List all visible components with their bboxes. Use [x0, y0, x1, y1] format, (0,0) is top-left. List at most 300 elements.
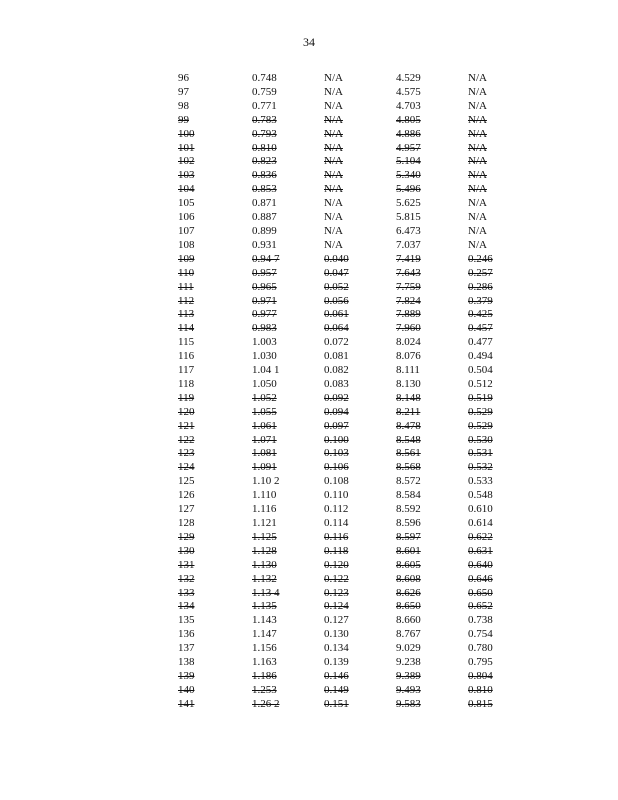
cell-text: 7.824: [396, 294, 421, 307]
cell-text: 8.568: [396, 461, 421, 474]
table-cell: [178, 183, 252, 197]
cell-text: 0.823: [252, 155, 277, 168]
table-cell: [468, 169, 508, 183]
cell-text: N/A: [324, 127, 343, 140]
table-cell: [396, 559, 468, 573]
cell-text: 102: [178, 155, 195, 168]
cell-text: 1.10 2: [252, 475, 280, 488]
table-cell: [468, 322, 508, 336]
table-row: [178, 517, 508, 531]
table-row: [178, 392, 508, 406]
table-cell: [396, 142, 468, 156]
table-cell: [396, 72, 468, 86]
table-cell: [252, 128, 324, 142]
cell-text: N/A: [324, 99, 343, 112]
table-cell: [468, 600, 508, 614]
table-row: [178, 322, 508, 336]
cell-text: 0.94 7: [252, 252, 280, 265]
cell-text: 0.092: [324, 391, 349, 404]
table-row: [178, 628, 508, 642]
cell-text: 0.064: [324, 322, 349, 335]
table-cell: [252, 489, 324, 503]
table-cell: [324, 378, 396, 392]
table-cell: [396, 475, 468, 489]
cell-text: 1.143: [252, 614, 277, 627]
table-row: [178, 253, 508, 267]
cell-text: N/A: [324, 72, 343, 84]
cell-text: 8.626: [396, 586, 421, 599]
table-cell: [178, 211, 252, 225]
cell-text: 1.186: [252, 669, 277, 682]
table-cell: [252, 531, 324, 545]
cell-text: 4.529: [396, 72, 421, 84]
cell-text: 0.082: [324, 364, 349, 377]
table-cell: [396, 587, 468, 601]
table-row: [178, 447, 508, 461]
table-cell: [178, 559, 252, 573]
table-cell: [178, 155, 252, 169]
table-row: [178, 225, 508, 239]
table-cell: [396, 545, 468, 559]
table-cell: [178, 322, 252, 336]
cell-text: 114: [178, 322, 195, 335]
table-cell: [178, 239, 252, 253]
table-cell: [252, 350, 324, 364]
cell-text: 0.061: [324, 308, 349, 321]
cell-text: 129: [178, 530, 195, 543]
table-cell: [178, 128, 252, 142]
cell-text: 0.504: [468, 364, 493, 377]
table-cell: [396, 406, 468, 420]
cell-text: 8.584: [396, 489, 421, 502]
cell-text: 0.650: [468, 586, 493, 599]
cell-text: 1.163: [252, 656, 277, 669]
cell-text: 135: [178, 614, 195, 627]
cell-text: 0.810: [468, 683, 493, 696]
table-cell: [468, 211, 508, 225]
cell-text: N/A: [468, 113, 487, 126]
page-number: 34: [303, 35, 315, 49]
cell-text: 0.081: [324, 350, 349, 363]
table-cell: [396, 336, 468, 350]
table-cell: [252, 545, 324, 559]
table-row: [178, 698, 508, 712]
cell-text: 0.780: [468, 642, 493, 655]
cell-text: 109: [178, 252, 195, 265]
table-cell: [324, 656, 396, 670]
cell-text: 0.631: [468, 544, 493, 557]
table-cell: [324, 614, 396, 628]
cell-text: 116: [178, 350, 195, 363]
table-row: [178, 461, 508, 475]
cell-text: 1.030: [252, 350, 277, 363]
cell-text: 5.104: [396, 155, 421, 168]
cell-text: 8.608: [396, 572, 421, 585]
cell-text: 8.650: [396, 600, 421, 613]
table-cell: [396, 489, 468, 503]
cell-text: 0.146: [324, 669, 349, 682]
table-cell: [468, 656, 508, 670]
table-row: [178, 239, 508, 253]
table-cell: [252, 656, 324, 670]
table-cell: [468, 281, 508, 295]
table-cell: [324, 406, 396, 420]
table-cell: [468, 420, 508, 434]
table-row: [178, 197, 508, 211]
cell-text: 0.530: [468, 433, 493, 446]
table-cell: [468, 114, 508, 128]
table-cell: [396, 183, 468, 197]
table-cell: [324, 447, 396, 461]
cell-text: 4.575: [396, 85, 421, 98]
table-cell: [468, 267, 508, 281]
table-cell: [468, 698, 508, 712]
table-cell: [468, 642, 508, 656]
cell-text: 6.473: [396, 224, 421, 237]
cell-text: 0.425: [468, 308, 493, 321]
cell-text: 0.457: [468, 322, 493, 335]
cell-text: N/A: [324, 169, 343, 182]
table-cell: [252, 517, 324, 531]
table-cell: [396, 573, 468, 587]
table-cell: [324, 211, 396, 225]
cell-text: N/A: [324, 85, 343, 98]
table-row: [178, 169, 508, 183]
table-row: [178, 364, 508, 378]
table-cell: [252, 295, 324, 309]
cell-text: 104: [178, 183, 195, 196]
table-cell: [396, 281, 468, 295]
cell-text: 5.340: [396, 169, 421, 182]
table-cell: [396, 392, 468, 406]
cell-text: 0.748: [252, 72, 277, 84]
cell-text: 0.754: [468, 628, 493, 641]
table-cell: [396, 86, 468, 100]
table-cell: [468, 336, 508, 350]
cell-text: 0.094: [324, 405, 349, 418]
table-cell: [324, 197, 396, 211]
cell-text: 117: [178, 364, 195, 377]
cell-text: 139: [178, 669, 195, 682]
cell-text: N/A: [324, 211, 343, 224]
cell-text: N/A: [468, 141, 487, 154]
table-cell: [324, 239, 396, 253]
cell-text: 0.614: [468, 517, 493, 529]
cell-text: N/A: [324, 113, 343, 126]
table-cell: [324, 642, 396, 656]
cell-text: 130: [178, 544, 195, 557]
table-cell: [252, 559, 324, 573]
table-cell: [252, 475, 324, 489]
cell-text: 136: [178, 628, 195, 641]
cell-text: 0.130: [324, 628, 349, 641]
table-cell: [178, 350, 252, 364]
table-cell: [468, 628, 508, 642]
cell-text: 0.853: [252, 183, 277, 196]
table-cell: [396, 267, 468, 281]
cell-text: 0.531: [468, 447, 493, 460]
table-cell: [252, 336, 324, 350]
cell-text: N/A: [468, 224, 487, 237]
cell-text: 1.156: [252, 642, 277, 655]
table-cell: [396, 308, 468, 322]
cell-text: 4.703: [396, 99, 421, 112]
cell-text: 9.493: [396, 683, 421, 696]
table-row: [178, 434, 508, 448]
cell-text: 0.529: [468, 419, 493, 432]
table-cell: [396, 114, 468, 128]
table-cell: [324, 142, 396, 156]
table-cell: [324, 503, 396, 517]
table-row: [178, 350, 508, 364]
cell-text: 8.076: [396, 350, 421, 363]
table-cell: [468, 183, 508, 197]
table-row: [178, 378, 508, 392]
cell-text: 9.389: [396, 669, 421, 682]
cell-text: 0.122: [324, 572, 349, 585]
table-cell: [468, 447, 508, 461]
data-table: [178, 72, 508, 712]
cell-text: 0.887: [252, 211, 277, 224]
table-cell: [396, 698, 468, 712]
table-cell: [178, 86, 252, 100]
table-cell: [178, 698, 252, 712]
cell-text: 0.931: [252, 238, 277, 251]
cell-text: 98: [178, 99, 189, 112]
table-cell: [252, 378, 324, 392]
table-cell: [396, 169, 468, 183]
table-cell: [252, 322, 324, 336]
cell-text: 0.108: [324, 475, 349, 488]
table-cell: [468, 364, 508, 378]
table-cell: [178, 684, 252, 698]
cell-text: 0.871: [252, 197, 277, 210]
cell-text: 141: [178, 697, 195, 710]
table-cell: [252, 364, 324, 378]
table-cell: [252, 614, 324, 628]
cell-text: 0.548: [468, 489, 493, 502]
cell-text: 7.889: [396, 308, 421, 321]
cell-text: 110: [178, 266, 195, 279]
cell-text: 0.810: [252, 141, 277, 154]
table-cell: [178, 295, 252, 309]
cell-text: 5.815: [396, 211, 421, 224]
table-cell: [396, 364, 468, 378]
cell-text: 0.246: [468, 252, 493, 265]
cell-text: 8.767: [396, 628, 421, 641]
table-cell: [252, 86, 324, 100]
cell-text: 1.26 2: [252, 697, 280, 710]
table-cell: [324, 461, 396, 475]
cell-text: 8.601: [396, 544, 421, 557]
table-row: [178, 670, 508, 684]
table-cell: [324, 100, 396, 114]
cell-text: 108: [178, 238, 195, 251]
cell-text: 138: [178, 656, 195, 669]
table-cell: [396, 322, 468, 336]
table-cell: [324, 517, 396, 531]
cell-text: 9.029: [396, 642, 421, 655]
table-cell: [324, 128, 396, 142]
cell-text: 1.121: [252, 517, 277, 529]
table-row: [178, 142, 508, 156]
cell-text: 0.477: [468, 336, 493, 349]
table-cell: [396, 225, 468, 239]
cell-text: 8.597: [396, 530, 421, 543]
cell-text: 125: [178, 475, 195, 488]
table-row: [178, 559, 508, 573]
cell-text: 4.957: [396, 141, 421, 154]
table-cell: [396, 614, 468, 628]
cell-text: 103: [178, 169, 195, 182]
cell-text: 0.957: [252, 266, 277, 279]
table-cell: [178, 545, 252, 559]
cell-text: 97: [178, 85, 189, 98]
cell-text: 0.072: [324, 336, 349, 349]
table-cell: [178, 600, 252, 614]
table-cell: [324, 183, 396, 197]
table-cell: [324, 295, 396, 309]
cell-text: 128: [178, 517, 195, 529]
table-row: [178, 211, 508, 225]
cell-text: 0.494: [468, 350, 493, 363]
table-cell: [396, 434, 468, 448]
cell-text: 0.622: [468, 530, 493, 543]
cell-text: 0.100: [324, 433, 349, 446]
cell-text: 0.646: [468, 572, 493, 585]
table-row: [178, 128, 508, 142]
cell-text: N/A: [468, 183, 487, 196]
cell-text: 132: [178, 572, 195, 585]
table-cell: [396, 600, 468, 614]
table-cell: [324, 392, 396, 406]
table-cell: [396, 295, 468, 309]
cell-text: 137: [178, 642, 195, 655]
cell-text: 1.055: [252, 405, 277, 418]
table-cell: [178, 489, 252, 503]
table-cell: [324, 225, 396, 239]
table-cell: [252, 142, 324, 156]
cell-text: 0.097: [324, 419, 349, 432]
cell-text: N/A: [324, 141, 343, 154]
table-cell: [324, 684, 396, 698]
cell-text: 0.804: [468, 669, 493, 682]
table-cell: [252, 100, 324, 114]
table-cell: [324, 489, 396, 503]
table-cell: [252, 684, 324, 698]
cell-text: 107: [178, 224, 195, 237]
cell-text: 119: [178, 391, 195, 404]
cell-text: 0.120: [324, 558, 349, 571]
table-cell: [468, 475, 508, 489]
table-cell: [396, 350, 468, 364]
table-row: [178, 531, 508, 545]
cell-text: 1.116: [252, 503, 277, 516]
cell-text: 1.071: [252, 433, 277, 446]
cell-text: 0.114: [324, 517, 349, 529]
table-cell: [396, 447, 468, 461]
table-cell: [324, 600, 396, 614]
table-cell: [252, 72, 324, 86]
table-cell: [468, 489, 508, 503]
cell-text: 9.583: [396, 697, 421, 710]
cell-text: 8.130: [396, 377, 421, 390]
cell-text: 0.640: [468, 558, 493, 571]
cell-text: 0.977: [252, 308, 277, 321]
table-cell: [252, 169, 324, 183]
cell-text: N/A: [468, 127, 487, 140]
cell-text: 1.04 1: [252, 364, 280, 377]
table-cell: [178, 392, 252, 406]
cell-text: 0.899: [252, 224, 277, 237]
cell-text: 99: [178, 113, 189, 126]
table-row: [178, 336, 508, 350]
table-cell: [468, 434, 508, 448]
cell-text: 8.024: [396, 336, 421, 349]
table-cell: [396, 100, 468, 114]
table-cell: [178, 475, 252, 489]
table-cell: [252, 308, 324, 322]
cell-text: 0.836: [252, 169, 277, 182]
cell-text: 0.793: [252, 127, 277, 140]
table-cell: [178, 517, 252, 531]
table-cell: [252, 253, 324, 267]
cell-text: N/A: [468, 211, 487, 224]
table-cell: [468, 461, 508, 475]
table-row: [178, 420, 508, 434]
table-cell: [324, 281, 396, 295]
table-cell: [468, 72, 508, 86]
cell-text: 0.103: [324, 447, 349, 460]
table-cell: [324, 169, 396, 183]
cell-text: 0.052: [324, 280, 349, 293]
table-cell: [252, 670, 324, 684]
table-cell: [468, 308, 508, 322]
table-cell: [324, 573, 396, 587]
cell-text: 0.533: [468, 475, 493, 488]
cell-text: 0.983: [252, 322, 277, 335]
table-cell: [324, 308, 396, 322]
table-cell: [178, 656, 252, 670]
cell-text: 7.419: [396, 252, 421, 265]
table-cell: [178, 72, 252, 86]
table-cell: [178, 197, 252, 211]
table-row: [178, 656, 508, 670]
table-cell: [178, 614, 252, 628]
cell-text: 0.112: [324, 503, 349, 516]
table-cell: [468, 670, 508, 684]
table-cell: [178, 434, 252, 448]
cell-text: 9.238: [396, 656, 421, 669]
cell-text: 126: [178, 489, 195, 502]
table-cell: [178, 503, 252, 517]
cell-text: N/A: [468, 85, 487, 98]
cell-text: 0.795: [468, 656, 493, 669]
cell-text: 0.738: [468, 614, 493, 627]
cell-text: 1.13 4: [252, 586, 280, 599]
table-cell: [468, 531, 508, 545]
table-cell: [468, 86, 508, 100]
cell-text: 0.965: [252, 280, 277, 293]
cell-text: 1.130: [252, 558, 277, 571]
table-cell: [324, 434, 396, 448]
table-cell: [396, 253, 468, 267]
table-cell: [324, 545, 396, 559]
table-cell: [252, 239, 324, 253]
table-cell: [178, 420, 252, 434]
cell-text: 0.610: [468, 503, 493, 516]
cell-text: 0.529: [468, 405, 493, 418]
